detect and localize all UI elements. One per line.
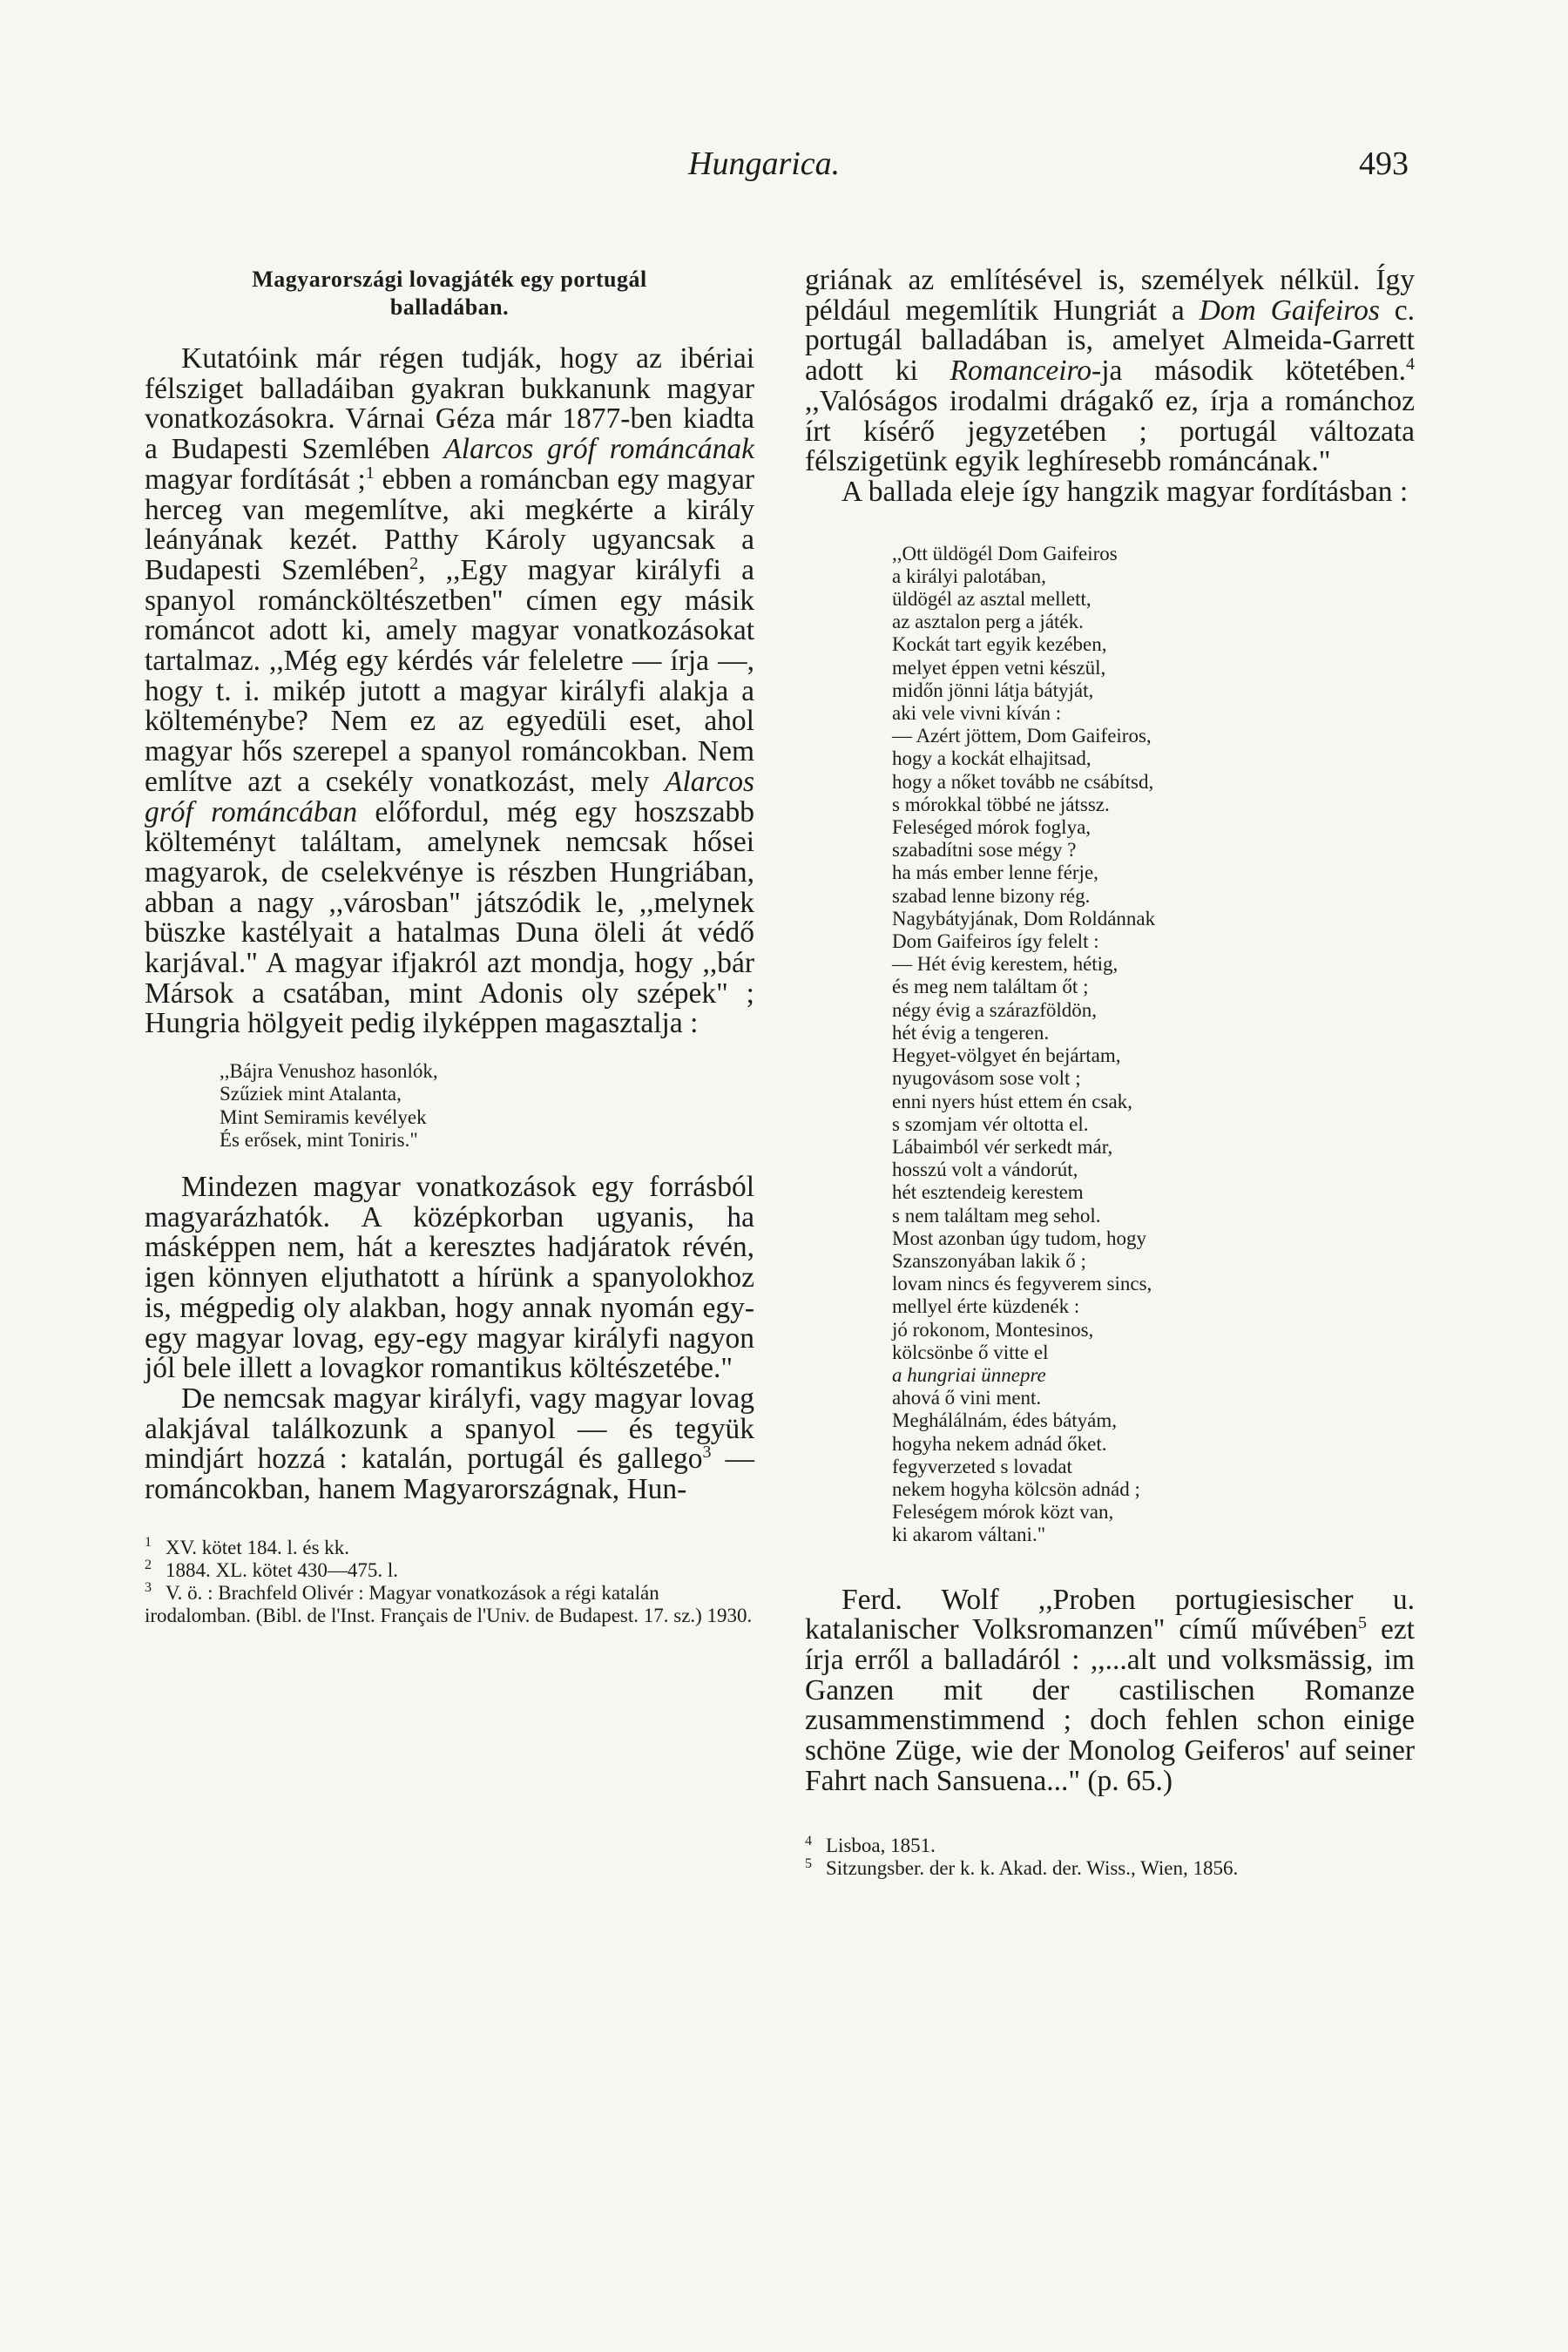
verse-line: Mint Semiramis kevélyek [220,1105,427,1128]
italic-title-dom-gaifeiros: Dom Gaifeiros [1199,294,1380,327]
text-run: Kutatóink már régen tudják, hogy az ibériai félsziget balladáiban gyakran bukkanunk magyar vonatkozásokra. Várnai Géza már 1877-ben kiadta a Budapesti Szemlében [145,342,754,466]
verse-line: nyugovásom sose volt ; [892,1067,1081,1090]
verse-line: s nem találtam meg sehol. [892,1204,1101,1227]
verse-line: fegyverzeted s lovadat [892,1455,1072,1477]
text-run: ebben a románcban egy magyar herceg van megemlítve, aki megkérte a király leányának kezét. Patthy Károly ugyancsak a Budapesti Szemlében [145,463,754,586]
verse-line: üldögél az asztal mellett, [892,588,1092,611]
footnote-ref-3: 3 [702,1443,712,1463]
verse-line: Most azonban úgy tudom, hogy [892,1227,1146,1249]
footnote-ref-2: 2 [409,553,419,573]
verse-line: És erősek, mint Toniris." [220,1128,418,1151]
verse-line: hosszú volt a vándorút, [892,1159,1078,1181]
footnote-ref-1: 1 [365,463,375,483]
verse-line: Szűziek mint Atalanta, [220,1083,402,1105]
footnote-text: Lisboa, 1851. [826,1835,936,1857]
verse-line: ki akarom váltani." [892,1524,1046,1546]
text-run: ,,Valóságos irodalmi drágakő ez, írja a románchoz írt kísérő jegyzetében ; portugál változata félszigetünk egyik leghíresebb románcának." [805,384,1415,478]
verse-line: s szomjam vér oltotta el. [892,1112,1089,1135]
verse-line: enni nyers húst ettem én csak, [892,1090,1132,1112]
footnote: 5 Sitzungsber. der k. k. Akad. der. Wiss., Wien, 1856. [805,1855,1239,1880]
verse-line: Hegyet-völgyet én bejártam, [892,1044,1121,1067]
italic-title-alarcos: Alarcos gróf románcának [443,433,755,466]
text-run: De nemcsak magyar királyfi, vagy magyar lovag alakjával találkozunk a spanyol — és tegyük mindjárt hozzá : katalán, portugál és gallego [145,1382,754,1476]
text-run: magyar fordítását ; [145,463,366,496]
verse-line: ha más ember lenne férje, [892,862,1098,884]
footnote: 4 Lisboa, 1851. [805,1833,936,1857]
verse-line: az asztalon perg a játék. [892,611,1084,633]
verse-line: Feleséged mórok foglya, [892,816,1092,839]
verse-line: s mórokkal többé ne játssz. [892,793,1110,815]
verse-line: szabadítni sose mégy ? [892,839,1077,862]
footnote-text: XV. kötet 184. l. és kk. [166,1536,350,1558]
verse-line: ,,Ott üldögél Dom Gaifeiros [892,542,1118,564]
verse-line: a királyi palotában, [892,564,1046,587]
verse-line: kölcsönbe ő vitte el [892,1341,1049,1363]
page-header [0,145,1568,188]
verse-line: Nagybátyjának, Dom Roldánnak [892,907,1156,929]
italic-title-alarcos-2: Alarcos gróf románcában [145,765,754,828]
footnote-ref-4: 4 [1406,354,1415,374]
text-run: — románcokban, hanem Magyarországnak, Hun- [145,1443,754,1506]
right-column [805,266,1415,1880]
verse-line: melyet éppen vetni készül, [892,656,1106,679]
paragraph-4: A ballada eleje így hangzik magyar fordításban : [841,475,1409,508]
verse-line: hogy a nőket tovább ne csábítsd, [892,770,1154,793]
italic-title-romanceiro: Romanceiro [950,355,1092,388]
paragraph-2: Mindezen magyar vonatkozások egy forrásból magyarázhatók. A középkorban ugyanis, ha másképpen nem, hát a keresztes hadjáratok révén, igen könnyen eljuthatott a hírünk a spanyolokhoz is, mégpedig oly alakban, hogy annak nyomán egy-egy magyar lovag, egy-egy magyar királyfi nagyon jól bele illett a lovagkor romantikus költészetébe." [145,1170,754,1385]
verse-line: hét évig a tengeren. [892,1021,1050,1044]
footnotes-right [805,1835,1415,1880]
verse-line: szabad lenne bizony rég. [892,884,1091,907]
running-title: Hungarica. [688,145,841,182]
footnote-text: Sitzungsber. der k. k. Akad. der. Wiss., Wien, 1856. [826,1857,1239,1880]
verse-line: ahová ő vini ment. [892,1387,1042,1409]
verse-quote-1 [220,1060,754,1152]
footnote: 3 V. ö. : Brachfeld Olivér : Magyar vonatkozások a régi katalán irodalomban. (Bibl. de l'Inst. Français de l'Univ. de Budapest. 17. sz.) 1930. [145,1580,753,1626]
footnote-text: 1884. XL. kötet 430—475. l. [166,1558,399,1581]
paragraph-5 [805,1585,1415,1797]
verse-line: Feleségem mórok közt van, [892,1501,1114,1524]
verse-line: hogy a kockát elhajitsad, [892,747,1092,770]
verse-line: négy évig a szárazföldön, [892,998,1098,1021]
verse-line: hét esztendeig kerestem [892,1181,1084,1204]
verse-line: lovam nincs és fegyverem sincs, [892,1273,1152,1295]
footnotes-left [145,1537,754,1627]
text-run: c. portugál balladában is, amelyet Almeida-Garrett adott ki [805,294,1415,388]
verse-line: mellyel érte küzdenék : [892,1295,1080,1318]
verse-line: — Hét évig kerestem, hétig, [892,953,1119,976]
text-run: griának az említésével is, személyek nélkül. Így például megemlítik Hungriát a [805,264,1415,327]
verse-line: Kockát tart egyik kezében, [892,633,1107,656]
paragraph-3-continued [805,266,1415,477]
verse-line: hogyha nekem adnád őket. [892,1432,1107,1455]
footnote-ref-5: 5 [1358,1613,1368,1633]
left-column [145,266,754,1627]
text-run: ezt írja erről a balladáról : ,,...alt und volksmässig, im Ganzen mit der castilischen Romanze zusammenstimmend ; doch fehlen schon einige schöne Züge, wie der Monolog Geiferos' auf seiner Fahrt nach Sansuena..." (p. 65.) [805,1613,1415,1797]
page-number: 493 [1359,145,1409,182]
verse-line: Meghálálnám, édes bátyám, [892,1409,1118,1432]
verse-line: jó rokonom, Montesinos, [892,1318,1094,1341]
text-run: előfordul, még egy hoszszabb költeményt találtam, amelynek nemcsak hősei magyarok, de cselekvénye is részben Hungriában, abban a nagy ,,városban" játszódik le, ,,melynek büszke kastélyait a hatalmas Duna öleli át védő karjával." A magyar ifjakról azt mondja, hogy ,,bár Mársok a csatában, mint Adonis oly szépek" ; Hungria hölgyeit pedig ilyképpen magasztalja : [145,795,754,1040]
footnote: 1 XV. kötet 184. l. és kk. [145,1535,350,1558]
article-title-line-2: balladában. [389,294,510,320]
footnote: 2 1884. XL. kötet 430—475. l. [145,1558,399,1581]
verse-line: — Azért jöttem, Dom Gaifeiros, [892,725,1152,747]
text-run: , ,,Egy magyar királyfi a spanyol románcköltészetben" címen egy másik románcot adott ki, amely magyar vonatkozásokat tartalmaz. ,,Még egy kérdés vár feleletre — írja —, hogy t. i. mikép jutott a magyar királyfi alakja a költeménybe? Nem ez az egyedüli eset, ahol magyar hős szerepel a spanyol románcokban. Nem említve azt a csekély vonatkozást, mely [145,553,754,798]
verse-line: Lábaimból vér serkedt már, [892,1135,1113,1158]
verse-line: ,,Bájra Venushoz hasonlók, [220,1060,438,1083]
text-run: -ja második kötetében. [1092,355,1406,388]
footnote-text: V. ö. : Brachfeld Olivér : Magyar vonatkozások a régi katalán irodalomban. (Bibl. de l'Inst. Français de l'Univ. de Budapest. 17. sz.) 1930. [145,1581,753,1626]
verse-line: és meg nem találtam őt ; [892,976,1089,998]
paragraph-3 [145,1384,754,1505]
verse-line: midőn jönni látja bátyját, [892,679,1094,701]
article-title [145,266,754,321]
verse-line: Dom Gaifeiros így felelt : [892,930,1099,953]
verse-line: nekem hogyha kölcsön adnád ; [892,1477,1140,1500]
paragraph-1 [145,344,754,1039]
article-title-line-1: Magyarországi lovagjáték egy portugál [252,267,647,292]
verse-line-italic: a hungriai ünnepre [892,1363,1046,1386]
verse-line: aki vele vivni kíván : [892,702,1062,725]
text-run: Ferd. Wolf ,,Proben portugiesischer u. katalanischer Volksromanzen" című művében [805,1583,1415,1646]
verse-quote-2 [892,543,1415,1547]
verse-line: Szanszonyában lakik ő ; [892,1249,1086,1272]
